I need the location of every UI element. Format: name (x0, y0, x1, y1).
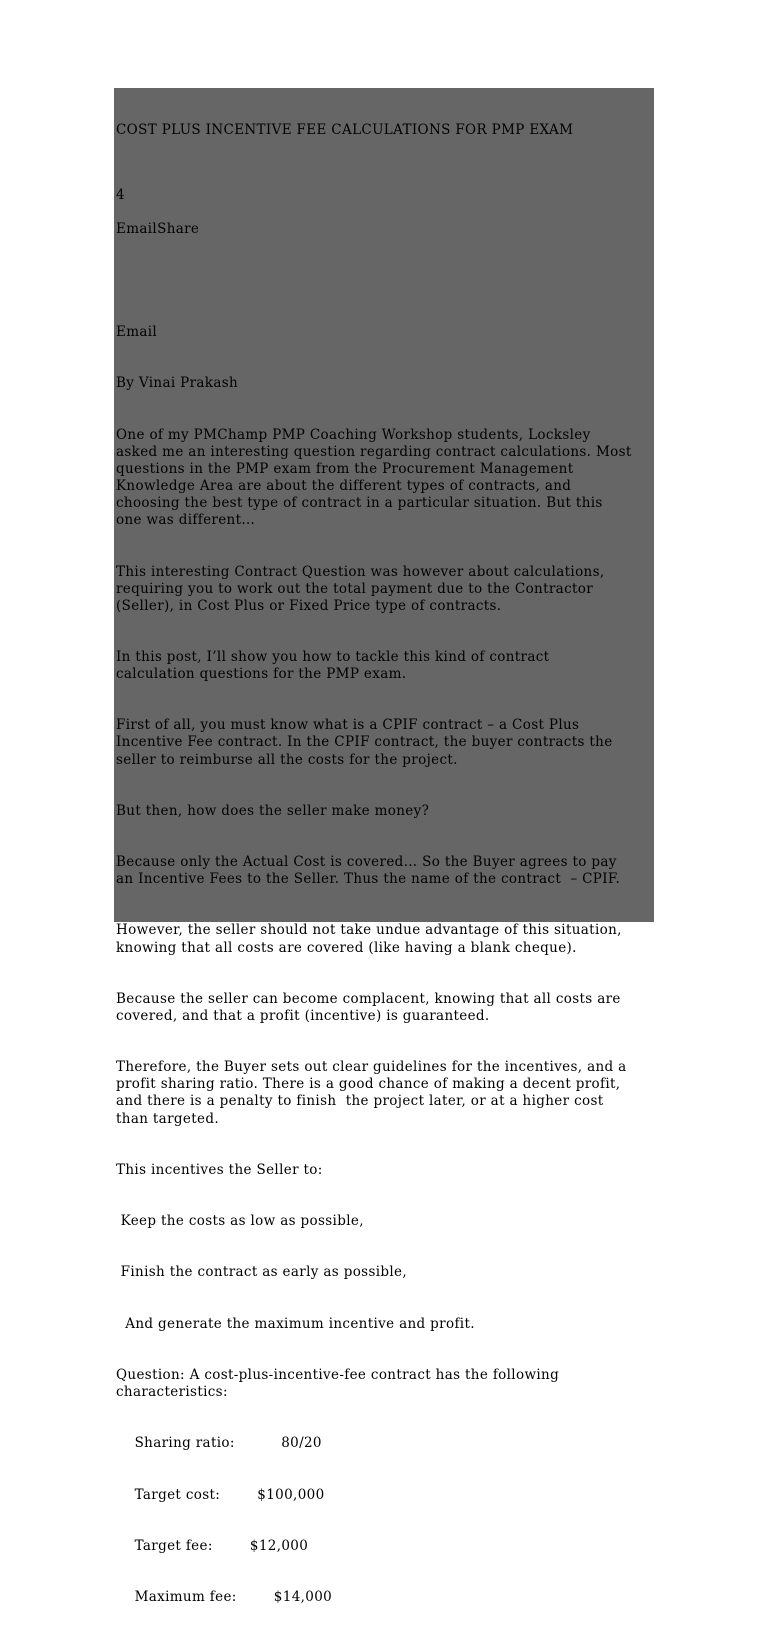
paragraph: In this post, I’ll show you how to tackle this kind of contract calculation questions for the PMP exam. (116, 648, 550, 683)
email-link[interactable]: Email (116, 324, 158, 341)
article-title: COST PLUS INCENTIVE FEE CALCULATIONS FOR PMP EXAM (116, 122, 574, 138)
paragraph: Because the seller can become complacent, knowing that all costs are covered, and that a profit (incentive) is guaranteed. (116, 990, 621, 1024)
paragraph: This interesting Contract Question was however about calculations, requiring you to work out the total payment due to the Contractor (Seller), in Cost Plus or Fixed Price type of contracts. (116, 563, 605, 614)
paragraph: One of my PMChamp PMP Coaching Workshop students, Locksley asked me an interesting question regarding contract calculations. Most questions in the PMP exam from the Procurement Management Knowledge Area are about the different types of contracts, and choosing the best type of contract in a particular situation. But this one was different… (116, 426, 632, 529)
list-item: And generate the maximum incentive and profit. (116, 1315, 475, 1332)
target-cost-row: Target cost: $100,000 (116, 1486, 325, 1503)
document-page (114, 88, 654, 1606)
target-fee-row: Target fee: $12,000 (116, 1537, 309, 1554)
paragraph: However, the seller should not take undue advantage of this situation, knowing that all costs are covered (like having a blank cheque). (116, 922, 622, 956)
byline: By Vinai Prakash (116, 375, 239, 392)
paragraph: This incentives the Seller to: (116, 1161, 323, 1178)
paragraph: First of all, you must know what is a CPIF contract – a Cost Plus Incentive Fee contract. In the CPIF contract, the buyer contracts the seller to reimburse all the costs for the project. (116, 717, 613, 768)
question-text: Question: A cost-plus-incentive-fee contract has the following characteristics: (116, 1366, 560, 1400)
paragraph: Because only the Actual Cost is covered… So the Buyer agrees to pay an Incentive Fees to the Seller. Thus the name of the contract – CPIF. (116, 854, 621, 888)
maximum-fee-row: Maximum fee: $14,000 (116, 1589, 333, 1606)
paragraph: But then, how does the seller make money? (116, 802, 430, 819)
list-item: Keep the costs as low as possible, (116, 1213, 364, 1230)
paragraph: Therefore, the Buyer sets out clear guidelines for the incentives, and a profit sharing ratio. There is a good chance of making a decent profit, and there is a penalty to finish the project later, or at a higher cost than targeted. (116, 1059, 627, 1127)
sharing-ratio-row: Sharing ratio: 80/20 (116, 1435, 322, 1452)
list-item: Finish the contract as early as possible, (116, 1264, 408, 1281)
share-count: 4 (116, 187, 125, 203)
email-share-link[interactable]: EmailShare (116, 221, 200, 237)
article-body (116, 290, 632, 1640)
